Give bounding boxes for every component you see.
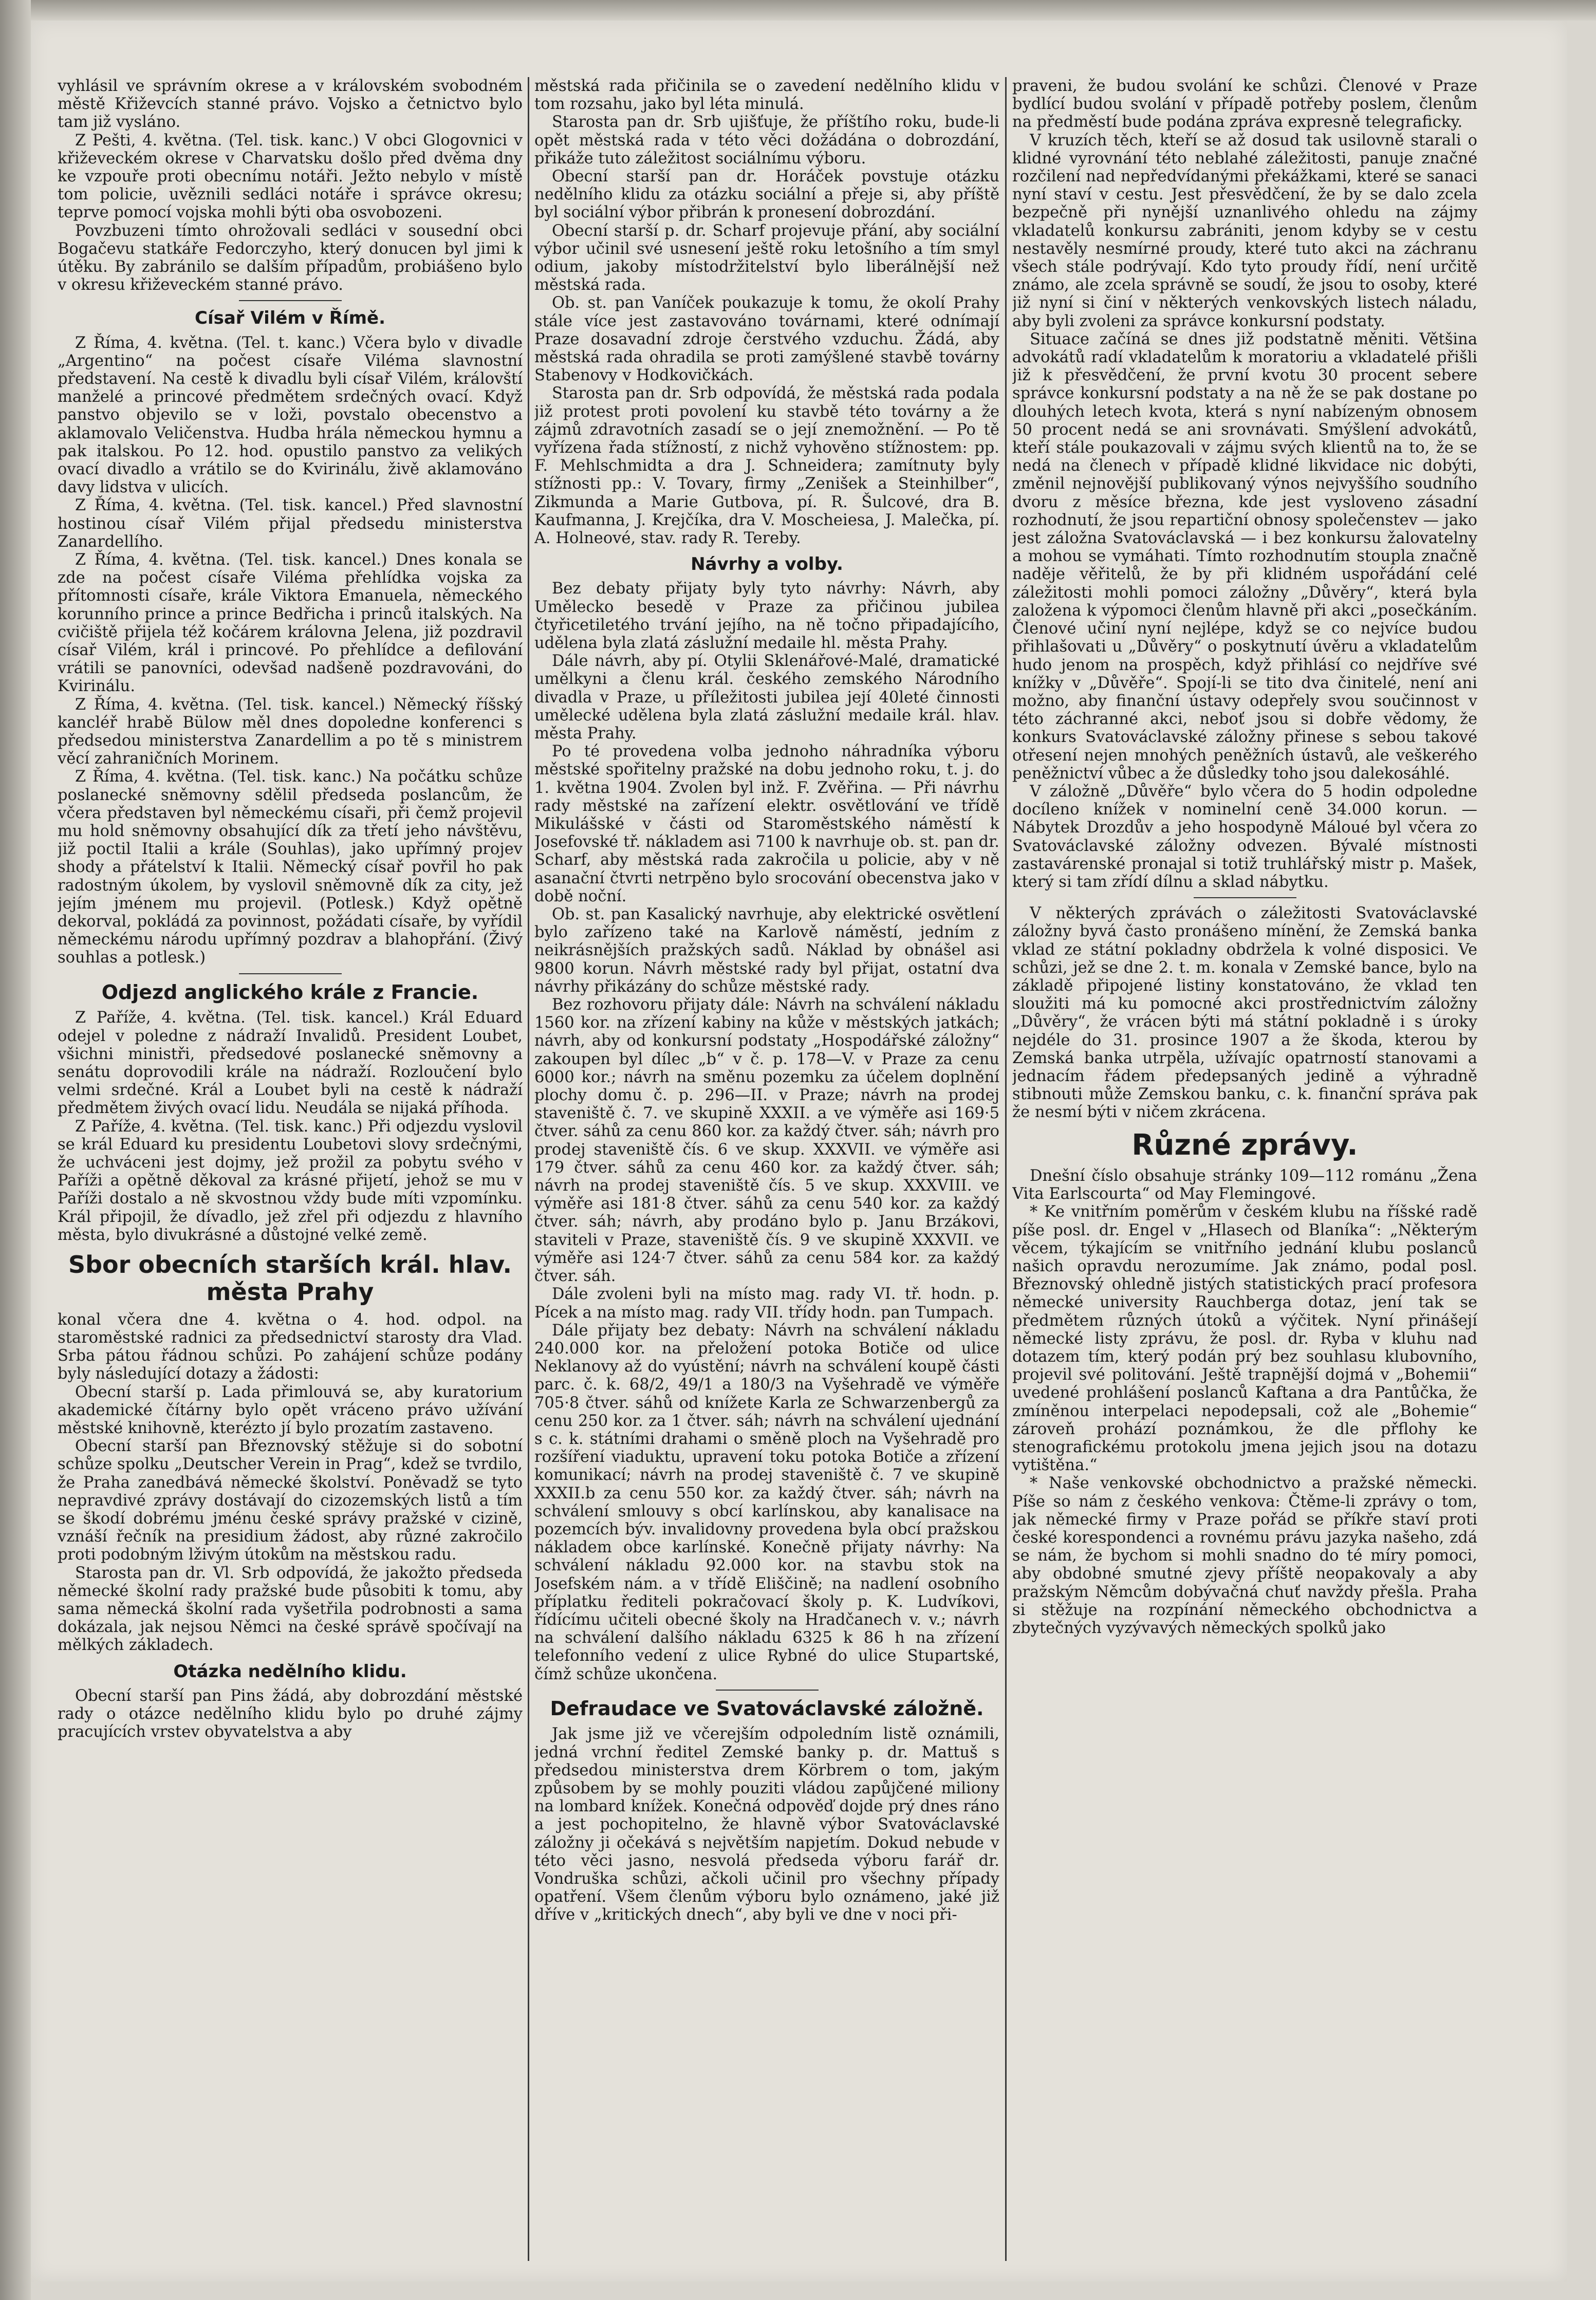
paragraph: V kruzích těch, kteří se až dosud tak usilovně starali o klidné vyrovnání této neblahé záležitosti, panuje značné rozčilení nad nepředvídanými překážkami, které se sanaci nyní staví v cestu. Jest přesvědčení, že by se dalo zcela bezpečně při nynější uznanlivého ohledu na zájmy vkladatelů konkursu zabrániti, jenom kdyby se v cestu nestavěly nesmírné proudy, které tuto akci na záchranu všech stále podrývají. Kdo tyto proudy řídí, není určitě známo, ale zcela správně se soudí, že jsou to osoby, které již nyní si činí v některých venkovských listech náladu, aby byli zvoleni za správce konkursní podstaty. [1012, 131, 1477, 330]
column-rule-1 [528, 77, 529, 2261]
paragraph: Bez debaty přijaty byly tyto návrhy: Návrh, aby Umělecko besedě v Praze za přičinou jubilea čtyřicetiletého trvání jejího, na ně točno připadajícího, udělena byla zlatá záslužní medaile hl. města Prahy. [534, 580, 999, 652]
paragraph: Z Říma, 4. května. (Tel. tisk. kanc.) Na počátku schůze poslanecké sněmovny sdělil předseda poslancům, že včera představen byl německému císaři, při čemž projevil mu hold sněmovny obsahující dík za třetí jeho návštěvu, již poctil Italii a krále (Souhlas), jako upřímný projev shody a přátelství k Italii. Německý císař povřil ho pak radostným úkolem, by vyslovil sněmovně dík za city, jež jejím jménem mu projevil. (Potlesk.) Když opětně dekorval, pokládá za povinnost, požádati císaře, by vyřídil německému národu upřímný pozdrav a blahopřání. (Živý souhlas a potlesk.) [58, 768, 523, 967]
paragraph: Dále návrh, aby pí. Otylii Sklenářové-Malé, dramatické umělkyni a členu král. českého zemského Národního divadla v Praze, u příležitosti jubilea její 40leté činnosti umělecké udělena byla zlatá záslužní medaile král. hlav. města Prahy. [534, 652, 999, 743]
paragraph: Povzbuzeni tímto ohrožovali sedláci v sousední obci Bogačevu statkáře Fedorczyho, který donucen byl jimi k útěku. By zabránilo se dalším případům, probiášeno bylo v okresu křiževeckém stanné právo. [58, 221, 523, 294]
scan-top-edge [0, 0, 1596, 21]
paragraph: V záložně „Důvěře“ bylo včera do 5 hodin odpoledne docíleno knížek v nominelní ceně 34.000 korun. — Nábytek Drozdův a jeho hospodyně Máloué byl včera zo Svatováclavské záložny odvezen. Bývalé místnosti zastavárenské pronajal si totiž truhlářský mistr p. Mašek, který si tam zřídí dílnu a sklad nábytku. [1012, 782, 1477, 891]
paragraph: Ob. st. pan Vaníček poukazuje k tomu, že okolí Prahy stále více jest zastavováno továrnami, které odnímají Praze dosavadní zdroje čerstvého vzduchu. Žádá, aby městská rada ohradila se proti zamýšlené stavbě továrny Stabenovy v Hodkovičkách. [534, 294, 999, 385]
paragraph: Bez rozhovoru přijaty dále: Návrh na schválení nákladu 1560 kor. na zřízení kabiny na kůže v městských jatkách; návrh, aby od konkursní podstaty „Hospodářské záložny“ zakoupen byl dílec „b“ v č. p. 178—V. v Praze za cenu 6000 kor.; návrh na směnu pozemku za účelem doplnění plochy domu č. p. 296—II. v Praze; návrh na prodej staveniště č. 7. ve skupině XXXII. a ve výměře asi 169·5 čtver. sáhů za cenu 860 kor. za každý čtver. sáh; návrh pro prodej staveniště čís. 6 ve skup. XXXVII. ve výměře asi 179 čtver. sáhů za cenu 460 kor. za každý čtver. sáh; návrh na prodej staveniště čís. 5 ve skup. XXXVIII. ve výměře asi 181·8 čtver. sáhů za cenu 540 kor. za každý čtver. sáh; návrh, aby prodáno bylo p. Janu Brzákovi, staviteli v Praze, staveniště čís. 9 ve skupině XXXVII. ve výměře asi 124·7 čtver. sáhů za cenu 584 kor. za každý čtver. sáh. [534, 996, 999, 1286]
paragraph: Z Paříže, 4. května. (Tel. tisk. kanc.) Při odjezdu vyslovil se král Eduard ku presidentu Loubetovi slovy srdečnými, že uchváceni jest dojmy, jež prožil za pobytu svého v Paříži a opětně děkoval za krásné přijetí, jehož se mu v Paříži dostalo a ně skvostnou vždy bude míti vzpomínku. Král připojil, že dívadlo, jež zřel při odjezdu z hlavního města, bylo divukrásné a důstojné velké země. [58, 1117, 523, 1244]
separator [239, 300, 342, 301]
column-1 [58, 77, 523, 2261]
separator [239, 973, 342, 974]
paragraph: Obecní starší p. Lada přimlouvá se, aby kuratorium akademické čítárny bylo opět vráceno právo užívání městské knihovně, kterézto jí bylo prozatím zastaveno. [58, 1383, 523, 1437]
paragraph: konal včera dne 4. května o 4. hod. odpol. na staroměstské radnici za předsednictví starosty dra Vlad. Srba pátou řádnou schůzi. Po zahájení schůze podány byly následující dotazy a žádosti: [58, 1310, 523, 1383]
article-heading: Císař Vilém v Římě. [195, 308, 385, 329]
paragraph: Po té provedena volba jednoho náhradníka výboru městské spořitelny pražské na dobu jednoho roku, t. j. do 1. května 1904. Zvolen byl inž. F. Zvěřina. — Při návrhu rady městské na zařízení elektr. osvětlování ve třídě Mikulášské v části od Staroměstského náměstí k Josefovské tř. nákladem asi 7100 k navrhuje ob. st. pan dr. Scharf, aby městská rada zakročila u policie, aby v ně asanační čtvrti netrpěno bylo srocování obecenstva jako v době noční. [534, 743, 999, 905]
paragraph: Z Říma, 4. května. (Tel. tisk. kancel.) Německý říšský kancléř hrabě Bülow měl dnes dopoledne konferenci s předsedou ministerstva Zanardellim a po tě s ministrem věcí zahraničních Morinem. [58, 695, 523, 768]
paragraph: Obecní starší pan dr. Horáček povstuje otázku nedělního klidu za otázku sociální a přeje si, aby příště byl sociální výbor přibrán k pronesení dobrozdání. [534, 168, 999, 222]
paragraph: Starosta pan dr. Srb odpovídá, že městská rada podala již protest proti povolení ku stavbě této továrny a že zájmů zdravotních zasadí se o její znemožnění. — Po tě vyřízena řada stížností, z nichž vyhověno stížnostem: pp. F. Mehlschmidta a dra J. Schneidera; zamítnuty byly stížnosti pp.: V. Tovary, firmy „Zenišek a Steinhilber“, Zikmunda a Marie Gutbova, pí. R. Šulcové, dra B. Kaufmanna, J. Krejčíka, dra V. Moscheiesa, J. Malečka, pí. A. Holneové, stav. rady R. Tereby. [534, 384, 999, 548]
section-heading: Otázka nedělního klidu. [173, 1661, 407, 1682]
article-heading: Sbor obecních starších král. hlav. města Prahy [68, 1250, 512, 1306]
paragraph: Dnešní číslo obsahuje stránky 109—112 románu „Žena Vita Earlscourta“ od May Flemingové. [1012, 1166, 1477, 1203]
paragraph: Z Říma, 4. května. (Tel. t. kanc.) Včera bylo v divadle „Argentino“ na počest císaře Viléma slavnostní představení. Na cestě k divadlu byli císař Vilém, královští manželé a princové předmětem srdečných ovací. Když panstvo objevilo se v loži, povstalo obecenstvo a aklamovalo Veličenstva. Hudba hrála německou hymnu a pak italskou. Po 12. hod. opustilo panstvo za velikých ovací divadlo a vrátilo se do Kvirinálu, živě aklamováno davy lidstva v ulicích. [58, 333, 523, 497]
paragraph: Jak jsme již ve včerejším odpoledním listě oznámili, jedná vrchní ředitel Zemské banky p. dr. Mattuš s předsedou ministerstva drem Körbrem o tom, jakým způsobem by se mohly pouziti vládou zapůjčené miliony na lombard knížek. Konečná odpověď dojde prý dnes ráno a jest pochopitelno, že hlavně výbor Svatováclavské záložny ji očekává s největším napjetím. Dokud nebude v této věci jasno, nesvolá předseda výboru farář dr. Vondruška schůzi, ačkoli učinil pro všechny případy opatření. Všem členům výboru bylo oznámeno, jaké již dříve v „kritických dnech“, aby byli ve dne v noci při- [534, 1725, 999, 1924]
article-heading: Odjezd anglického krále z Francie. [101, 980, 479, 1004]
paragraph: Ob. st. pan Kasalický navrhuje, aby elektrické osvětlení bylo zařízeno také na Karlově náměstí, jedním z neikrásnějších pražských sadů. Náklad by obnášel asi 9800 korun. Návrh městské rady byl přijat, ostatní dva návrhy přikázány do schůze městské rady. [534, 905, 999, 996]
column-rule-2 [1005, 77, 1007, 2261]
paragraph: vyhlásil ve správním okrese a v královském svobodném městě Křiževcích stanné právo. Vojsko a četnictvo bylo tam již vysláno. [58, 77, 523, 132]
section-heading: Různé zprávy. [1131, 1128, 1358, 1162]
paragraph: Z Říma, 4. května. (Tel. tisk. kancel.) Před slavnostní hostinou císař Vilém přijal předsedu ministerstva Zanardellího. [58, 496, 523, 551]
column-2 [534, 77, 999, 2261]
paragraph: Z Říma, 4. května. (Tel. tisk. kancel.) Dnes konala se zde na počest císaře Viléma přehlídka vojska za přítomnosti císaře, krále Viktora Emanuela, německého korunního prince a prince Bedřicha i princů italských. Na cvičiště přijela též kočárem královna Jelena, již pozdravil císař Vilém, král i princové. Po přehlídce a defilování vrátili se panovníci, odevšad nadšeně pozdravováni, do Kvirinálu. [58, 550, 523, 696]
paragraph: Dále přijaty bez debaty: Návrh na schválení nákladu 240.000 kor. na přeložení potoka Botiče od ulice Neklanovy až do vyústění; návrh na schválení koupě části parc. č. k. 68/2, 49/1 a 180/3 na Vyšehradě ve výměře 705·8 čtver. sáhů od knížete Karla ze Schwarzenbergů za cenu 250 kor. za 1 čtver. sáh; návrh na schválení ujednání s c. k. státními drahami o směně ploch na Vyšehradě pro rozšíření viaduktu, upravení toku potoka Botiče a zřízení komunikací; návrh na prodej staveniště č. 7 ve skupině XXXII.b za cenu 550 kor. za každý čtver. sáh; návrh na schválení smlouvy s obcí karlínskou, aby kanalisace na pozemcích býv. invalidovny provedena byla obcí pražskou nákladem obce karlínské. Konečně přijaty návrhy: Na schválení nákladu 92.000 kor. na stavbu stok na Josefském nám. a v třídě Eliščině; na nadlení osobního příplatku řediteli pokračovací školy p. K. Ludvíkovi, řídícímu učiteli obecné školy na Hradčanech v. v.; návrh na schválení dalšího nákladu 6325 k 86 h na zřízení telefonního vedení z ulice Rybné do ulice Stupartské, čímž schůze ukončena. [534, 1321, 999, 1683]
article-heading: Defraudace ve Svatováclavské záložně. [550, 1697, 984, 1720]
paragraph: Situace začíná se dnes již podstatně měniti. Většina advokátů radí vkladatelům k moratoriu a vkladatelé přišli již k přesvědčení, že první kvotu 30 procent sebere správce konkursní podstaty a na ně že se pak dostane po dlouhých letech kvota, která s nyní nabízeným obnosem 50 procent nedá se ani srovnávati. Smýšlení advokátů, kteří stále poukazovali v zájmu svých klientů na to, že se nedá na členech v případě klidné likvidace nic dobýti, změnil nejnovější publikovaný výnos nejvyššího soudního dvoru z měsíce března, kde jest vysloveno zásadní rozhodnutí, že jsou repartiční obnosy společenstev — jako jest záložna Svatováclavská — i bez konkursu žalovatelny a mohou se vymáhati. Tímto rozhodnutím stoupla značně naděje věřitelů, že by při klidném uspořádání celé záležitosti mohli pomoci záložny „Důvěry“, která byla založena k výpomoci členům hlavně při akci „posečkáním. Členové učiní nyní nejlépe, když se co nejvíce budou přihlašovati u „Důvěry“ o poskytnutí úvěru a vkladatelům hudo jenom na prospěch, když přihlásí co nejdříve své knížky v „Důvěře“. Spojí-li se tito dva činitelé, není ani možno, aby finanční ústavy odepřely svou součinnost v této záchranné akci, neboť jsou si dobře vědomy, že konkurs Svatováclavské záložny přinese s sebou takové otřesení nejen mnohých peněžních ústavů, ale veškerého peněžnictví vůbec a že důsledky toho jsou dalekosáhlé. [1012, 330, 1477, 783]
paragraph: Dále zvoleni byli na místo mag. rady VI. tř. hodn. p. Pícek a na místo mag. rady VII. třídy hodn. pan Tumpach. [534, 1285, 999, 1322]
paragraph: Obecní starší pan Březnovský stěžuje si do sobotní schůze spolku „Deutscher Verein in Prag“, kdež se tvrdilo, že Praha zanedbává německé školství. Poněvadž se tyto nepravdivé zprávy dostávají do cizozemských listů a tím se škodí dobrému jménu české správy pražské v cizině, vznáší řečník na presidium žádost, aby různé zakročilo proti podobným lživým útokům na městskou radu. [58, 1437, 523, 1564]
paragraph: praveni, že budou svolání ke schůzi. Členové v Praze bydlící budou svolání v případě potřeby poslem, členům na předměstí bude podána zpráva expresně telegraficky. [1012, 77, 1477, 132]
paragraph: městská rada přičinila se o zavedení nedělního klidu v tom rozsahu, jako byl léta minulá. [534, 77, 999, 114]
paragraph: Obecní starší p. dr. Scharf projevuje přání, aby sociální výbor učinil své usnesení ještě roku letošního a tím smyl odium, jakoby místodržitelství bylo liberálnější než městská rada. [534, 221, 999, 294]
paragraph: Starosta pan dr. Vl. Srb odpovídá, že jakožto předseda německé školní rady pražské bude působiti k tomu, aby sama německá školní rada vyšetřila podrobnosti a sama dokázala, jak nejsou Němci na české správě spočívají na mělkých základech. [58, 1564, 523, 1655]
paragraph: Z Pešti, 4. května. (Tel. tisk. kanc.) V obci Glogovnici v křiževeckém okrese v Charvatsku došlo před dvěma dny ke vzpouře proti obecnímu notáři. Ježto nebylo v místě tom policie, uvěznili sedláci notáře i správce okresu; teprve pomocí vojska mohli býti oba osvobozeni. [58, 131, 523, 222]
paragraph: Z Paříže, 4. května. (Tel. tisk. kancel.) Král Eduard odejel v poledne z nádraží Invalidů. President Loubet, všichni ministři, předsedové poslanecké sněmovny a senátu doprovodili krále na nádraží. Rozloučení bylo velmi srdečné. Král a Loubet byli na cestě k nádraží předmětem živých ovací lidu. Neudála se nijaká příhoda. [58, 1009, 523, 1118]
paragraph: * Ke vnitřním poměrům v českém klubu na říšské radě píše posl. dr. Engel v „Hlasech od Blaníka“: „Některým věcem, týkajícím se vnitřního jednání klubu poslanců našich opravdu nerozumíme. Jak známo, podal posl. Březnovský ohledně jistých statistických prací profesora německé university Rauchberga dotaz, jení tak se předmětem různých útoků a výčitek. Nyní přinášejí německé listy zprávu, že posl. dr. Ryba v kluhu nad dotazem tím, který podán prý bez souhlasu klubovního, projevil své politování. Ještě trapnější dojmá v „Bohemii“ uvedené prohlášení poslanců Kaftana a dra Pantůčka, že zmíněnou interpelaci nepodepsali, což ale „Bohemie“ zároveň prohází poznámkou, že dle přflohy ke stenografickému protokolu jmena jejich jsou na dotazu vytištěna.“ [1012, 1203, 1477, 1475]
paragraph: Obecní starší pan Pins žádá, aby dobrozdání městské rady o otázce nedělního klidu bylo po druhé zájmy pracujících vrstev obyvatelstva a aby [58, 1686, 523, 1741]
section-heading: Návrhy a volby. [691, 554, 843, 575]
separator [1194, 897, 1296, 898]
column-3 [1012, 77, 1477, 2261]
separator [716, 1690, 819, 1691]
paragraph: V některých zprávách o záležitosti Svatováclavské záložny byvá často pronášeno mínění, že Zemská banka vklad ze státní pokladny obdržela k volné disposici. Ve schůzi, jež se dne 2. t. m. konala v Zemské bance, bylo na základě připojené listiny konstatováno, že vklad ten sloužiti má ku pomocné akci prostřednictvím záložny „Důvěry“, že vrácen býti má státní pokladně i s úroky nejdéle do 31. prosince 1907 a že škoda, kterou by Zemská banka utrpěla, užívajíc opatrností stanovami a jednacím řádem předepsaných jedině a výhradně stibnouti může Zemskou banku, c. k. finanční správa pak že nesmí býti v ničem zkrácena. [1012, 904, 1477, 1122]
paragraph: Starosta pan dr. Srb ujišťuje, že příštího roku, bude-li opět městská rada v této věci dožádána o dobrozdání, přikáže tuto záležitost sociálnímu výboru. [534, 113, 999, 168]
paragraph: * Naše venkovské obchodnictvo a pražské německi. Píše so nám z českého venkova: Čtěme-li zprávy o tom, jak německé firmy v Praze pořád se příkře staví proti české korespondenci a rovnému právu jazyka našeho, zdá se nám, že bychom si mohli snadno do té míry pomoci, aby obdobné smutné zjevy příště neopakovaly a aby pražským Němcům dobývačná chuť navždy přešla. Praha si stěžuje na rozpínání německého obchodnictva a zbytečných vyzývavých německých spolků jako [1012, 1474, 1477, 1638]
scan-left-edge [0, 0, 31, 2300]
